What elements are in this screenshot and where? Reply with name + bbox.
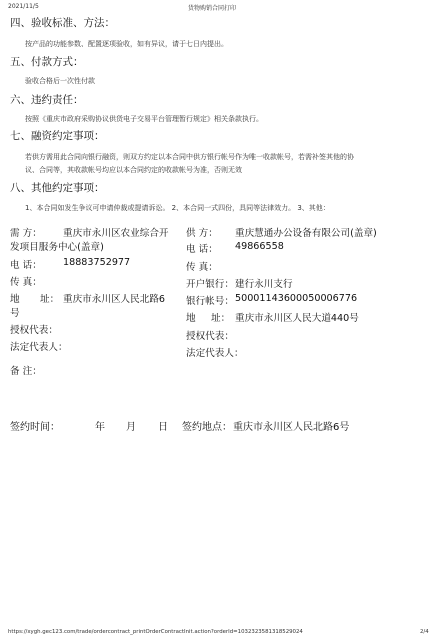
section-7-body-line-1: 若供方需用此合同向银行融资，则双方约定以本合同中供方银行帐号作为唯一收款帐号，若需补签其他的协 — [25, 153, 354, 161]
signing-day: 日 — [158, 422, 168, 433]
section-6-body: 按照《重庆市政府采购协议供货电子交易平台管理暂行规定》相关条款执行。 — [25, 115, 263, 123]
print-date: 2021/11/5 — [8, 3, 39, 10]
section-8-heading: 八、其他约定事项： — [10, 182, 105, 194]
supplier-phone-value: 49866558 — [235, 241, 284, 252]
section-4-heading: 四、验收标准、方法： — [10, 17, 115, 29]
signing-place-value: 重庆市永川区人民北路6号 — [233, 422, 350, 433]
footer-url: https://xygh.gec123.com/trade/ordercontract_printOrderContractInit.action?orderId=1032323581318529024 — [8, 629, 303, 635]
buyer-address-value-line-2: 号 — [10, 308, 20, 319]
buyer-name-value-line-2: 发项目服务中心(盖章) — [10, 242, 104, 253]
buyer-remark-label: 备 注： — [10, 366, 42, 377]
section-4-body: 按产品的功能参数、配置逐项验收，如有异议，请于七日内提出。 — [25, 40, 228, 48]
signing-month: 月 — [126, 422, 136, 433]
signing-time-label: 签约时间： — [10, 422, 60, 433]
buyer-phone-label: 电 话： — [10, 260, 42, 271]
print-title: 货物购销合同打印 — [188, 5, 237, 12]
section-8-body: 1、本合同如发生争议可申请仲裁或提请诉讼。 2、本合同一式四份，具同等法律效力。 3、其他： — [25, 204, 330, 212]
supplier-name-label: 供 方： — [186, 228, 218, 239]
supplier-bank-value: 建行永川支行 — [235, 279, 293, 290]
signing-year: 年 — [95, 422, 105, 433]
section-5-body: 验收合格后一次性付款 — [25, 77, 95, 85]
buyer-name-label: 需 方： — [10, 228, 42, 239]
supplier-address-label-part-2: 址： — [211, 313, 231, 324]
supplier-address-value: 重庆市永川区人民大道440号 — [235, 313, 359, 324]
page-number: 2/4 — [420, 629, 429, 635]
buyer-address-label-part-2: 址： — [40, 294, 60, 305]
supplier-agent-label: 授权代表： — [186, 331, 234, 342]
buyer-name-value-line-1: 重庆市永川区农业综合开 — [63, 228, 169, 239]
supplier-fax-label: 传 真： — [186, 262, 218, 273]
supplier-account-label: 银行帐号： — [186, 296, 234, 307]
signing-place-label: 签约地点： — [182, 422, 232, 433]
section-7-body-line-2: 议、合同等，其收款帐号均应以本合同约定的收款帐号为准，否则无效 — [25, 166, 242, 174]
supplier-phone-label: 电 话： — [186, 244, 218, 255]
buyer-address-label-part-1: 地 — [10, 294, 20, 305]
supplier-bank-label: 开户银行： — [186, 279, 234, 290]
supplier-address-label-part-1: 地 — [186, 313, 196, 324]
buyer-agent-label: 授权代表： — [10, 325, 58, 336]
supplier-name-value: 重庆慧通办公设备有限公司(盖章) — [235, 228, 377, 239]
section-6-heading: 六、违约责任： — [10, 94, 84, 106]
supplier-account-value: 50001143600050006776 — [235, 293, 358, 304]
buyer-phone-value: 18883752977 — [63, 257, 131, 268]
section-7-heading: 七、融资约定事项： — [10, 130, 105, 142]
supplier-legal-rep-label: 法定代表人： — [186, 348, 244, 359]
buyer-legal-rep-label: 法定代表人： — [10, 342, 68, 353]
buyer-fax-label: 传 真： — [10, 277, 42, 288]
section-5-heading: 五、付款方式： — [10, 56, 84, 68]
buyer-address-value-line-1: 重庆市永川区人民北路6 — [63, 294, 166, 305]
